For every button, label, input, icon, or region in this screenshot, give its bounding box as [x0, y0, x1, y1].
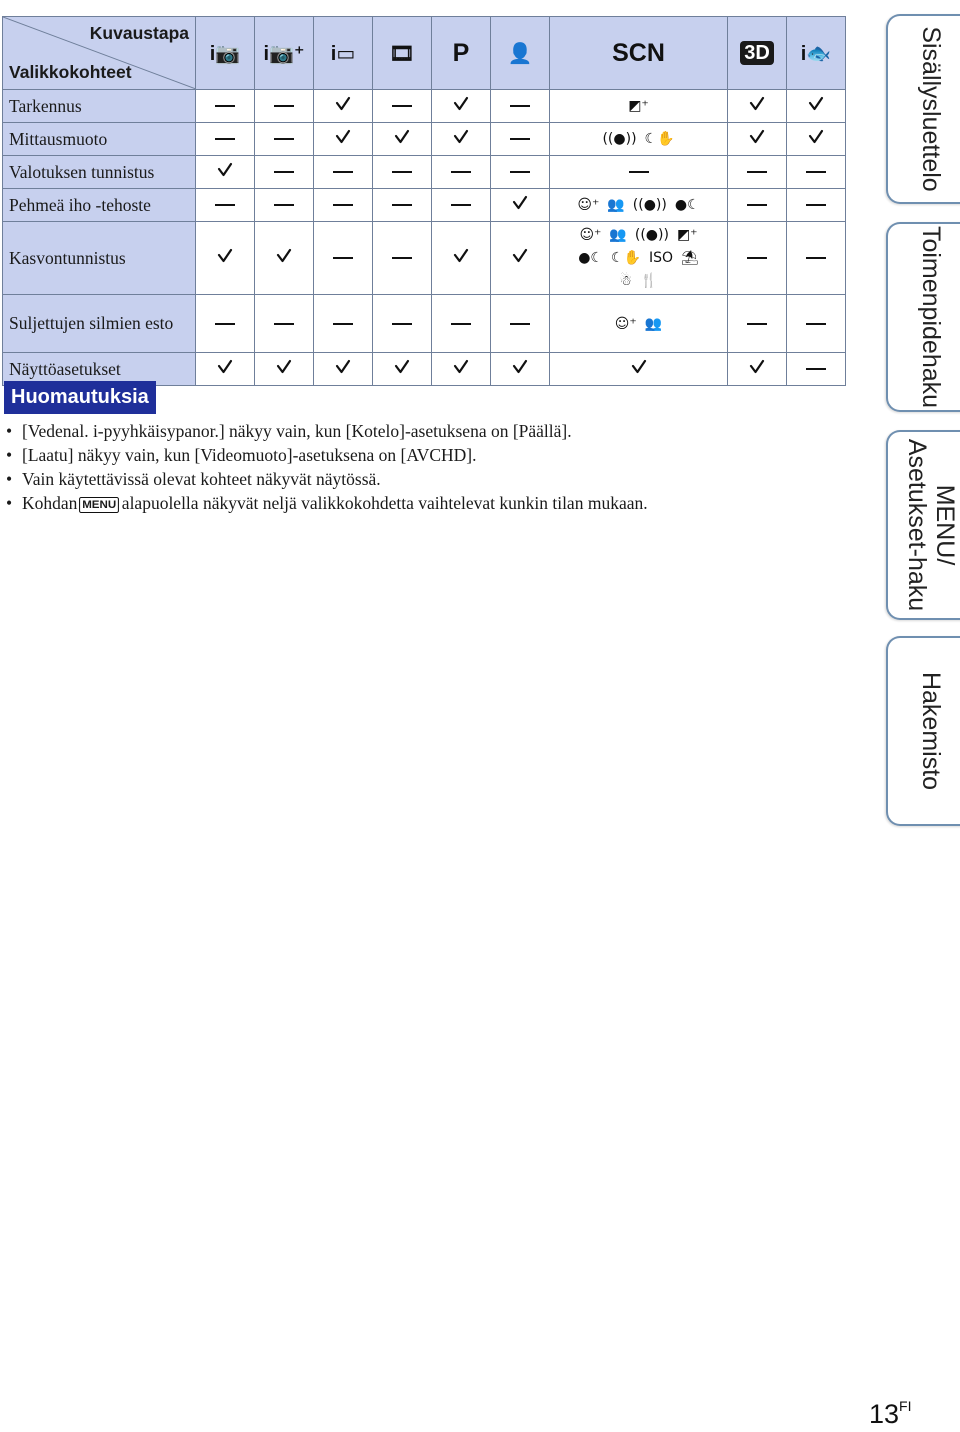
mode-header-2	[314, 17, 373, 90]
table-row	[3, 156, 846, 189]
dash-icon	[333, 171, 353, 173]
check-icon	[749, 359, 765, 375]
dash-icon	[392, 105, 412, 107]
table-cell	[491, 295, 550, 353]
check-icon	[512, 195, 528, 211]
check-icon	[808, 129, 824, 145]
table-cell	[314, 156, 373, 189]
note-text: [Laatu] näkyy vain, kun [Videomuoto]-asetuksena on [AVCHD].	[22, 445, 477, 465]
scene-icon-group	[569, 126, 709, 152]
table-cell	[196, 90, 255, 123]
table-cell	[728, 90, 787, 123]
table-cell	[255, 189, 314, 222]
page-number	[869, 1398, 912, 1430]
tab-menu-label-line2: Asetukset-haku	[903, 438, 931, 612]
tab-menu-settings-search-label	[903, 439, 959, 611]
table-cell	[728, 295, 787, 353]
dash-icon	[215, 204, 235, 206]
check-icon	[217, 162, 233, 178]
table-cell	[255, 295, 314, 353]
table-cell	[550, 189, 728, 222]
table-cell	[196, 189, 255, 222]
dash-icon	[747, 323, 767, 325]
bullet-icon: •	[6, 469, 13, 489]
underwater-panorama-icon: i🐟	[800, 42, 832, 65]
row-label: Pehmeä iho -tehoste	[3, 189, 196, 222]
table-cell	[491, 123, 550, 156]
mode-header-7	[728, 17, 787, 90]
table-cell	[787, 295, 846, 353]
dash-icon	[451, 323, 471, 325]
table-cell	[491, 156, 550, 189]
tab-index-label: Hakemisto	[917, 671, 945, 791]
table-cell	[255, 156, 314, 189]
column-group-label: Kuvaustapa	[89, 23, 189, 43]
table-cell	[196, 222, 255, 295]
scene-icon-group	[569, 93, 709, 119]
high-sensitivity-icon: ISO	[648, 250, 674, 266]
note-text-before: Kohdan	[22, 493, 78, 513]
table-cell	[728, 353, 787, 386]
dash-icon	[806, 257, 826, 259]
check-icon	[453, 359, 469, 375]
table-cell	[491, 353, 550, 386]
movie-mode-icon: 🎞	[389, 42, 415, 65]
soft-skin-icon: ☺⁺	[614, 315, 637, 332]
table-cell	[787, 222, 846, 295]
dash-icon	[333, 257, 353, 259]
hand-held-twilight-icon: ☾✋	[644, 131, 675, 147]
table-cell	[314, 123, 373, 156]
table-cell	[728, 222, 787, 295]
check-icon	[453, 248, 469, 264]
table-cell	[432, 90, 491, 123]
mode-3d-badge: 3D	[740, 41, 774, 65]
dash-icon	[510, 105, 530, 107]
table-cell	[314, 295, 373, 353]
dash-icon	[747, 171, 767, 173]
table-row	[3, 123, 846, 156]
background-defocus-icon: 👤	[507, 42, 533, 65]
dash-icon	[392, 204, 412, 206]
table-cell	[432, 353, 491, 386]
tab-contents[interactable]	[886, 14, 960, 204]
dash-icon	[747, 257, 767, 259]
mode-header-1	[255, 17, 314, 90]
table-cell	[550, 353, 728, 386]
table-cell	[432, 189, 491, 222]
note-item	[6, 491, 866, 515]
check-icon	[453, 96, 469, 112]
check-icon	[276, 248, 292, 264]
row-label: Näyttöasetukset	[3, 353, 196, 386]
bullet-icon: •	[6, 421, 13, 441]
check-icon	[335, 96, 351, 112]
superior-auto-icon: i📷⁺	[263, 42, 305, 65]
table-cell	[196, 295, 255, 353]
check-icon	[453, 129, 469, 145]
mode-label: SCN	[612, 38, 665, 67]
table-cell	[314, 353, 373, 386]
table-cell	[787, 123, 846, 156]
notes-heading: Huomautuksia	[4, 381, 156, 414]
check-icon	[276, 359, 292, 375]
table-cell	[550, 222, 728, 295]
note-text: [Vedenal. i-pyyhkäisypanor.] näkyy vain, kun [Kotelo]-asetuksena on [Päällä].	[22, 421, 572, 441]
table-cell	[196, 156, 255, 189]
table-row	[3, 90, 846, 123]
soft-skin-icon: ☺⁺	[577, 197, 600, 213]
table-cell	[550, 295, 728, 353]
anti-motion-blur-icon: ((●))	[632, 197, 667, 213]
table-cell	[255, 123, 314, 156]
beach-icon: ⛱	[681, 250, 699, 266]
check-icon	[217, 248, 233, 264]
dash-icon	[333, 204, 353, 206]
page-language-suffix: FI	[899, 1398, 912, 1414]
row-label: Valotuksen tunnistus	[3, 156, 196, 189]
table-row	[3, 189, 846, 222]
note-text: Vain käytettävissä olevat kohteet näkyvät näytössä.	[22, 469, 381, 489]
table-cell	[491, 222, 550, 295]
table-cell	[255, 222, 314, 295]
mode-header-6	[550, 17, 728, 90]
settings-availability-table	[2, 16, 846, 386]
mode-label: P	[452, 38, 470, 67]
tab-operation-search-label: Toimenpidehaku	[917, 225, 945, 409]
table-cell	[787, 90, 846, 123]
dash-icon	[510, 138, 530, 140]
table-cell	[373, 295, 432, 353]
scene-icon-group	[569, 222, 709, 294]
table-cell	[728, 123, 787, 156]
intelligent-auto-icon: i📷	[209, 42, 241, 65]
tab-menu-label-line1: MENU/	[931, 484, 959, 566]
row-label: Mittausmuoto	[3, 123, 196, 156]
check-icon	[394, 359, 410, 375]
table-row	[3, 295, 846, 353]
table-cell	[491, 189, 550, 222]
dash-icon	[215, 323, 235, 325]
table-cell	[255, 90, 314, 123]
table-cell	[432, 123, 491, 156]
backlight-correction-hdr-icon: ◩⁺	[676, 227, 698, 243]
table-cell	[787, 353, 846, 386]
backlight-correction-hdr-icon: ◩⁺	[628, 98, 649, 114]
tab-contents-label: Sisällysluettelo	[917, 26, 945, 192]
scene-icon-group	[569, 311, 709, 337]
table-cell	[432, 156, 491, 189]
dash-icon	[392, 323, 412, 325]
check-icon	[512, 359, 528, 375]
row-label: Suljettujen silmien esto	[3, 295, 196, 353]
anti-motion-blur-icon: ((●))	[602, 131, 637, 147]
intelligent-sweep-panorama-icon: i▭	[330, 42, 356, 65]
dash-icon	[806, 171, 826, 173]
dash-icon	[629, 171, 649, 173]
table-cell	[432, 295, 491, 353]
dash-icon	[215, 105, 235, 107]
table-cell	[255, 353, 314, 386]
dash-icon	[510, 323, 530, 325]
table-cell	[373, 156, 432, 189]
table-cell	[373, 123, 432, 156]
table-cell	[373, 189, 432, 222]
note-text-after: alapuolella näkyvät neljä valikkokohdetta vaihtelevat kunkin tilan mukaan.	[121, 493, 648, 513]
table-cell	[728, 156, 787, 189]
dash-icon	[806, 323, 826, 325]
table-cell	[787, 189, 846, 222]
dash-icon	[274, 323, 294, 325]
dash-icon	[806, 368, 826, 370]
tab-operation-search[interactable]	[886, 222, 960, 412]
twilight-portrait-icon: ●☾	[674, 197, 700, 213]
table-cell	[314, 222, 373, 295]
mode-header-4	[432, 17, 491, 90]
table-cell	[196, 123, 255, 156]
dash-icon	[274, 171, 294, 173]
table-cell	[787, 156, 846, 189]
page-number-value: 13	[869, 1399, 900, 1429]
table-cell	[550, 156, 728, 189]
mode-header-0	[196, 17, 255, 90]
dash-icon	[392, 257, 412, 259]
table-row	[3, 222, 846, 295]
row-label: Tarkennus	[3, 90, 196, 123]
note-item	[6, 443, 866, 467]
check-icon	[512, 248, 528, 264]
dash-icon	[451, 204, 471, 206]
gourmet-icon: 🍴	[640, 273, 658, 289]
check-icon	[335, 129, 351, 145]
table-cell	[728, 189, 787, 222]
dash-icon	[215, 138, 235, 140]
dash-icon	[274, 138, 294, 140]
twilight-portrait-icon: ●☾	[578, 250, 603, 266]
dash-icon	[274, 204, 294, 206]
table-cell	[373, 353, 432, 386]
row-label: Kasvontunnistus	[3, 222, 196, 295]
table-cell	[550, 90, 728, 123]
table-cell	[550, 123, 728, 156]
table-cell	[373, 222, 432, 295]
row-group-label: Valikkokohteet	[9, 62, 132, 82]
table-cell	[314, 90, 373, 123]
tab-menu-settings-search[interactable]	[886, 430, 960, 620]
dash-icon	[274, 105, 294, 107]
snow-icon: ☃	[619, 273, 633, 289]
anti-motion-blur-icon: ((●))	[634, 227, 669, 243]
dash-icon	[806, 204, 826, 206]
scene-icon-group	[569, 192, 709, 218]
soft-snap-icon: 👥	[644, 315, 663, 332]
check-icon	[749, 96, 765, 112]
soft-snap-icon: 👥	[607, 197, 625, 213]
mode-header-3	[373, 17, 432, 90]
tab-index[interactable]	[886, 636, 960, 826]
notes-list	[6, 419, 866, 515]
mode-header-5	[491, 17, 550, 90]
check-icon	[217, 359, 233, 375]
check-icon	[808, 96, 824, 112]
mode-header-row	[3, 17, 846, 90]
dash-icon	[333, 323, 353, 325]
hand-held-twilight-icon: ☾✋	[610, 250, 641, 266]
note-item	[6, 419, 866, 443]
bullet-icon: •	[6, 493, 13, 513]
check-icon	[335, 359, 351, 375]
check-icon	[631, 359, 647, 375]
dash-icon	[392, 171, 412, 173]
check-icon	[749, 129, 765, 145]
bullet-icon: •	[6, 445, 13, 465]
note-item	[6, 467, 866, 491]
table-cell	[432, 222, 491, 295]
soft-snap-icon: 👥	[609, 227, 627, 243]
table-cell	[491, 90, 550, 123]
menu-key-icon: MENU	[79, 497, 119, 513]
table-cell	[373, 90, 432, 123]
dash-icon	[510, 171, 530, 173]
dash-icon	[747, 204, 767, 206]
soft-skin-icon: ☺⁺	[579, 227, 602, 243]
check-icon	[394, 129, 410, 145]
table-corner-header	[3, 17, 196, 90]
table-cell	[196, 353, 255, 386]
mode-header-8	[787, 17, 846, 90]
table-cell	[314, 189, 373, 222]
dash-icon	[451, 171, 471, 173]
